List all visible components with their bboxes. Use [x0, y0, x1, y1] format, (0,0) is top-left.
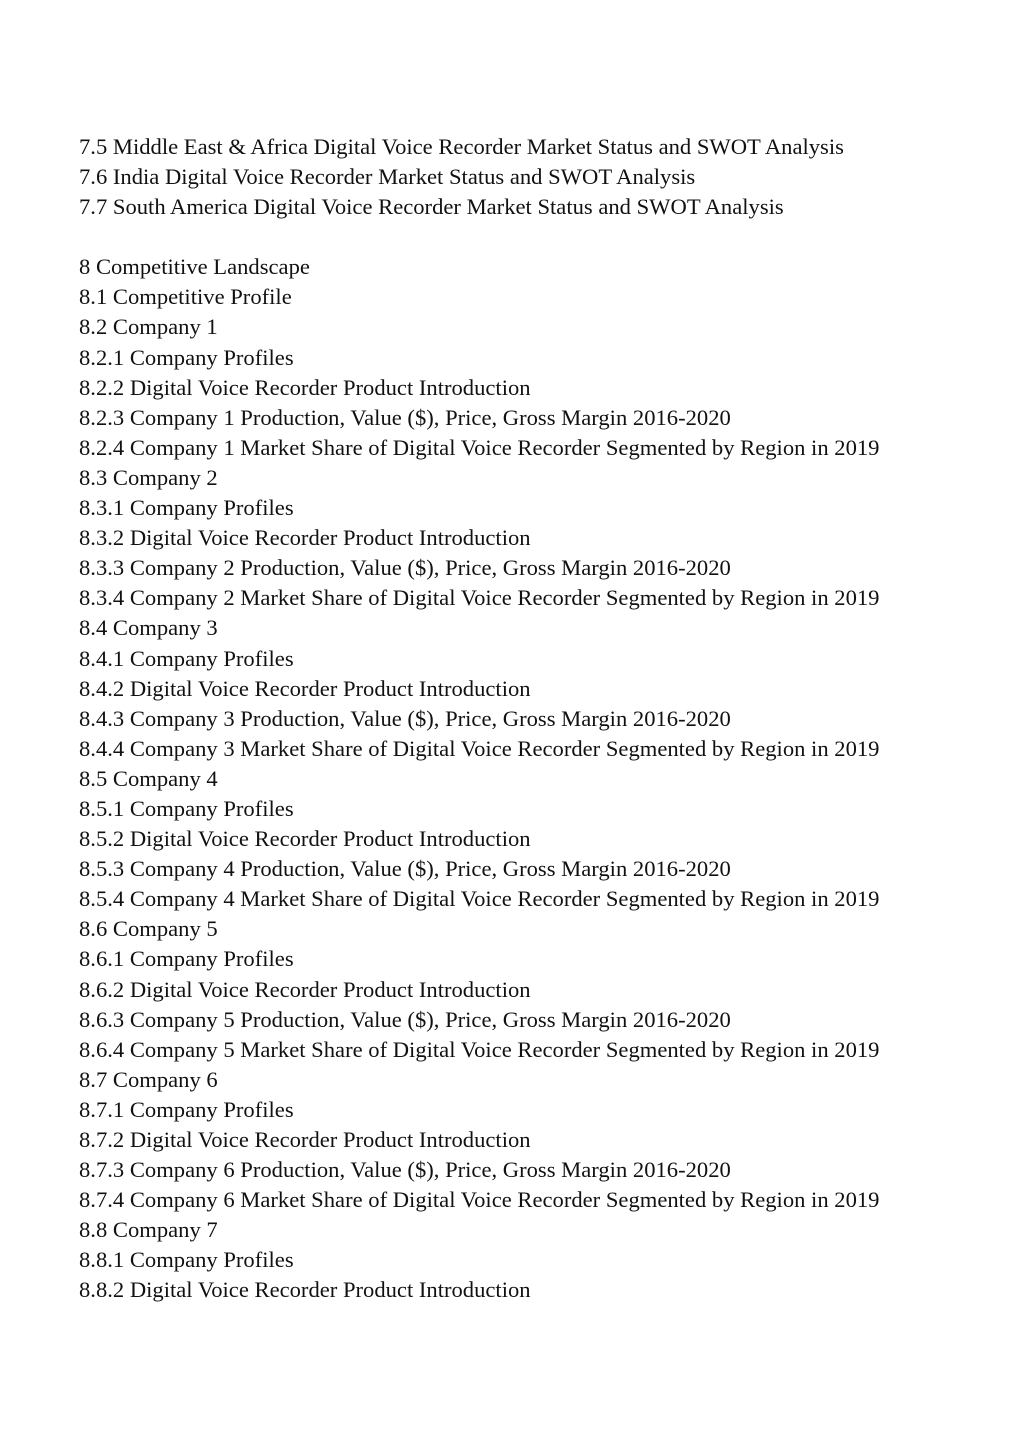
- toc-entry: 8.6 Company 5: [79, 916, 218, 942]
- toc-section: [79, 132, 999, 222]
- toc-entry: 8.5.1 Company Profiles: [79, 795, 294, 821]
- toc-section-wrapper: [79, 132, 999, 222]
- toc-entry: 8.7.1 Company Profiles: [79, 1096, 294, 1122]
- toc-entry: 7.7 South America Digital Voice Recorder Market Status and SWOT Analysis: [79, 194, 784, 220]
- toc-entry: 8.2.3 Company 1 Production, Value ($), Price, Gross Margin 2016-2020: [79, 404, 731, 430]
- toc-entry: 8.5.3 Company 4 Production, Value ($), Price, Gross Margin 2016-2020: [79, 856, 731, 882]
- toc-entry: 8.5.2 Digital Voice Recorder Product Introduction: [79, 826, 531, 852]
- toc-entry: 8.2 Company 1: [79, 314, 218, 340]
- toc-entry: 8.7.2 Digital Voice Recorder Product Introduction: [79, 1127, 531, 1152]
- toc-entry: 8.7 Company 6: [79, 1066, 218, 1092]
- toc-entry: 8.2.4 Company 1 Market Share of Digital Voice Recorder Segmented by Region in 2019: [79, 434, 880, 460]
- toc-entry: 8 Competitive Landscape: [79, 254, 310, 280]
- toc-entry: 8.6.4 Company 5 Market Share of Digital Voice Recorder Segmented by Region in 2019: [79, 1036, 880, 1062]
- toc-entry: 7.6 India Digital Voice Recorder Market Status and SWOT Analysis: [79, 164, 696, 190]
- toc-entry: 8.7.3 Company 6 Production, Value ($), Price, Gross Margin 2016-2020: [79, 1157, 731, 1183]
- toc-entry: 8.6.1 Company Profiles: [79, 946, 294, 972]
- toc-entry: 8.8.1 Company Profiles: [79, 1247, 294, 1273]
- toc-entry: 8.4.2 Digital Voice Recorder Product Introduction: [79, 675, 531, 701]
- toc-entry: 8.2.1 Company Profiles: [79, 344, 294, 370]
- toc-entry: 8.5.4 Company 4 Market Share of Digital Voice Recorder Segmented by Region in 2019: [79, 886, 880, 912]
- toc-entry: 8.7.4 Company 6 Market Share of Digital Voice Recorder Segmented by Region in 2019: [79, 1187, 880, 1213]
- toc-entry: 8.1 Competitive Profile: [79, 284, 292, 310]
- toc-section-wrapper: [79, 252, 999, 1305]
- toc-entry: 8.5 Company 4: [79, 765, 218, 791]
- table-of-contents: [79, 132, 999, 1336]
- toc-entry: 8.4 Company 3: [79, 615, 218, 641]
- toc-entry: 8.3.2 Digital Voice Recorder Product Introduction: [79, 525, 531, 551]
- toc-entry: 8.8.2 Digital Voice Recorder Product Introduction: [79, 1277, 531, 1303]
- toc-entry: 8.2.2 Digital Voice Recorder Product Introduction: [79, 374, 531, 400]
- toc-entry: 8.4.1 Company Profiles: [79, 645, 294, 671]
- toc-entry: 7.5 Middle East & Africa Digital Voice Recorder Market Status and SWOT Analysis: [79, 134, 844, 159]
- toc-entry: 8.3 Company 2: [79, 464, 218, 490]
- toc-entry: 8.6.2 Digital Voice Recorder Product Introduction: [79, 976, 531, 1002]
- toc-entry: 8.3.4 Company 2 Market Share of Digital Voice Recorder Segmented by Region in 2019: [79, 585, 880, 611]
- toc-entry: 8.6.3 Company 5 Production, Value ($), Price, Gross Margin 2016-2020: [79, 1006, 731, 1032]
- toc-entry: 8.8 Company 7: [79, 1217, 218, 1243]
- toc-entry: 8.4.3 Company 3 Production, Value ($), Price, Gross Margin 2016-2020: [79, 705, 731, 731]
- toc-section: [79, 252, 999, 1305]
- toc-entry: 8.4.4 Company 3 Market Share of Digital Voice Recorder Segmented by Region in 2019: [79, 735, 880, 761]
- toc-entry: 8.3.3 Company 2 Production, Value ($), Price, Gross Margin 2016-2020: [79, 555, 731, 581]
- toc-entry: 8.3.1 Company Profiles: [79, 495, 294, 521]
